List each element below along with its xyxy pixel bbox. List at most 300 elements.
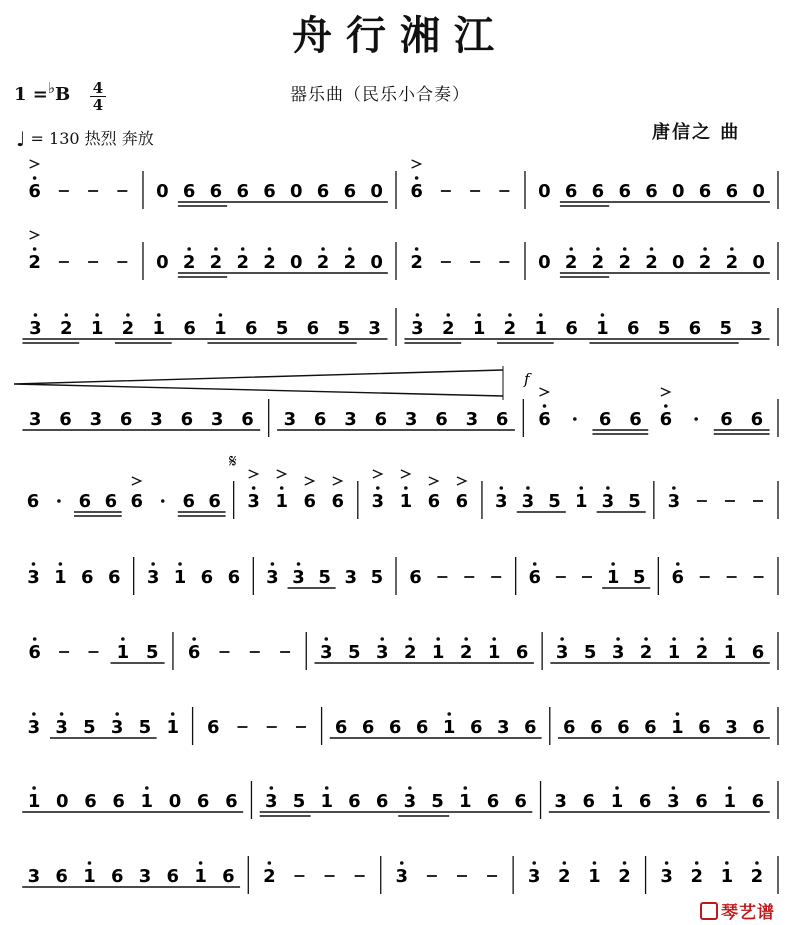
high-octave-dot bbox=[280, 486, 284, 490]
note: 1 bbox=[140, 791, 154, 812]
watermark bbox=[700, 898, 775, 923]
accent-mark bbox=[305, 477, 314, 485]
note: 6 bbox=[409, 567, 422, 588]
high-octave-dot bbox=[593, 861, 597, 865]
note: 6 bbox=[514, 791, 527, 812]
note: 1 bbox=[116, 642, 130, 663]
note: 6 bbox=[751, 642, 765, 663]
crescendo-hairpin bbox=[14, 370, 503, 396]
high-octave-dot bbox=[664, 404, 668, 408]
note: 6 bbox=[28, 181, 41, 202]
note: 6 bbox=[130, 491, 144, 512]
note: 3 bbox=[265, 791, 278, 812]
note: 2 bbox=[558, 866, 571, 887]
note: 6 bbox=[81, 567, 94, 588]
note: 6 bbox=[659, 409, 673, 430]
high-octave-dot bbox=[88, 861, 92, 865]
note: 1 bbox=[723, 791, 736, 812]
accent-mark bbox=[540, 388, 549, 396]
high-octave-dot bbox=[644, 637, 648, 641]
note: 6 bbox=[200, 567, 214, 588]
note: 6 bbox=[688, 318, 702, 339]
high-octave-dot bbox=[606, 486, 610, 490]
note: 1 bbox=[588, 866, 601, 887]
note: 3 bbox=[344, 409, 357, 430]
high-octave-dot bbox=[730, 247, 734, 251]
note: 2 bbox=[28, 252, 41, 273]
note: 6 bbox=[751, 791, 765, 812]
note: 3 bbox=[27, 717, 41, 738]
note: 1 bbox=[671, 717, 684, 738]
note: 3 bbox=[496, 717, 510, 738]
note: 6 bbox=[752, 717, 765, 738]
high-octave-dot bbox=[157, 313, 161, 317]
note: 3 bbox=[27, 866, 41, 887]
note: 6 bbox=[225, 791, 238, 812]
note: 3 bbox=[611, 642, 625, 663]
note: 6 bbox=[469, 717, 483, 738]
note: 6 bbox=[241, 409, 254, 430]
high-octave-dot bbox=[725, 861, 729, 865]
note: 3 bbox=[601, 491, 615, 512]
high-octave-dot bbox=[596, 247, 600, 251]
high-octave-dot bbox=[695, 861, 699, 865]
note: 1 bbox=[720, 866, 734, 887]
note: 1 bbox=[166, 717, 179, 738]
note: 1 bbox=[152, 318, 166, 339]
note: 1 bbox=[534, 318, 548, 339]
high-octave-dot bbox=[616, 637, 620, 641]
high-octave-dot bbox=[508, 313, 512, 317]
accent-mark bbox=[401, 470, 410, 478]
note: 3 bbox=[344, 567, 358, 588]
note: 6 bbox=[698, 717, 711, 738]
note: 6 bbox=[343, 181, 357, 202]
note: 6 bbox=[104, 491, 118, 512]
segno-icon: 𝄋 bbox=[229, 451, 237, 472]
note: 1 bbox=[173, 567, 187, 588]
note: 1 bbox=[275, 491, 288, 512]
high-octave-dot bbox=[560, 637, 564, 641]
note: 2 bbox=[695, 642, 709, 663]
high-octave-dot bbox=[615, 786, 619, 790]
high-octave-dot bbox=[676, 712, 680, 716]
note: 6 bbox=[750, 409, 764, 430]
high-octave-dot bbox=[672, 637, 676, 641]
note: 0 bbox=[370, 252, 383, 273]
high-octave-dot bbox=[579, 486, 583, 490]
high-octave-dot bbox=[33, 247, 37, 251]
note: 3 bbox=[521, 491, 535, 512]
note: 5 bbox=[318, 567, 331, 588]
note: 1 bbox=[90, 318, 104, 339]
note: 6 bbox=[182, 491, 195, 512]
note: 5 bbox=[275, 318, 289, 339]
high-octave-dot bbox=[187, 247, 191, 251]
note: 2 bbox=[503, 318, 517, 339]
high-octave-dot bbox=[219, 313, 223, 317]
high-octave-dot bbox=[464, 637, 468, 641]
high-octave-dot bbox=[601, 313, 605, 317]
high-octave-dot bbox=[324, 637, 328, 641]
note: 2 bbox=[343, 252, 357, 273]
accent-mark bbox=[30, 231, 39, 239]
flat-sign: ♭ bbox=[47, 79, 55, 97]
note: 6 bbox=[227, 567, 241, 588]
high-octave-dot bbox=[543, 404, 547, 408]
note: 6 bbox=[84, 791, 97, 812]
high-octave-dot bbox=[33, 176, 37, 180]
high-octave-dot bbox=[532, 861, 536, 865]
note: 2 bbox=[403, 642, 417, 663]
note: 6 bbox=[671, 567, 685, 588]
high-octave-dot bbox=[499, 486, 503, 490]
note: 0 bbox=[672, 252, 685, 273]
high-octave-dot bbox=[623, 247, 627, 251]
high-octave-dot bbox=[321, 247, 325, 251]
note: 1 bbox=[487, 642, 501, 663]
note: 2 bbox=[618, 252, 631, 273]
note: 5 bbox=[628, 491, 641, 512]
high-octave-dot bbox=[623, 861, 627, 865]
note: 0 bbox=[56, 791, 69, 812]
note: 6 bbox=[565, 318, 578, 339]
high-octave-dot bbox=[650, 247, 654, 251]
note: 2 bbox=[564, 252, 578, 273]
note: 6 bbox=[78, 491, 92, 512]
note: 6 bbox=[331, 491, 345, 512]
note: 6 bbox=[182, 181, 196, 202]
note: 3 bbox=[28, 409, 42, 430]
high-octave-dot bbox=[95, 313, 99, 317]
note: 3 bbox=[292, 567, 305, 588]
note: 0 bbox=[168, 791, 182, 812]
note: 1 bbox=[27, 791, 41, 812]
note: 3 bbox=[395, 866, 409, 887]
note: 6 bbox=[263, 181, 276, 202]
note: 6 bbox=[59, 409, 72, 430]
note: 6 bbox=[617, 717, 630, 738]
note: 6 bbox=[644, 717, 657, 738]
high-octave-dot bbox=[477, 313, 481, 317]
high-octave-dot bbox=[297, 562, 301, 566]
high-octave-dot bbox=[32, 786, 36, 790]
high-octave-dot bbox=[703, 247, 707, 251]
high-octave-dot bbox=[415, 176, 419, 180]
note: 6 bbox=[374, 409, 388, 430]
note: 2 bbox=[263, 252, 276, 273]
note: 6 bbox=[645, 181, 658, 202]
dynamic-mark: f bbox=[524, 370, 530, 388]
high-octave-dot bbox=[700, 637, 704, 641]
high-octave-dot bbox=[252, 486, 256, 490]
high-octave-dot bbox=[121, 637, 125, 641]
accent-mark bbox=[132, 477, 141, 485]
accent-mark bbox=[277, 470, 286, 478]
note: 6 bbox=[698, 181, 712, 202]
time-signature-top: 4 bbox=[90, 80, 106, 97]
note: 6 bbox=[590, 717, 603, 738]
note: 6 bbox=[495, 409, 509, 430]
high-octave-dot bbox=[755, 861, 759, 865]
note: 6 bbox=[524, 717, 537, 738]
high-octave-dot bbox=[728, 786, 732, 790]
high-octave-dot bbox=[151, 562, 155, 566]
high-octave-dot bbox=[526, 486, 530, 490]
note: 3 bbox=[411, 318, 424, 339]
note: 6 bbox=[119, 409, 133, 430]
note: 6 bbox=[110, 866, 124, 887]
note: 2 bbox=[209, 252, 223, 273]
note: 3 bbox=[266, 567, 279, 588]
high-octave-dot bbox=[672, 486, 676, 490]
note: 6 bbox=[638, 791, 652, 812]
note: 0 bbox=[752, 252, 765, 273]
high-octave-dot bbox=[192, 637, 196, 641]
note: 6 bbox=[236, 181, 249, 202]
note: 1 bbox=[472, 318, 486, 339]
high-octave-dot bbox=[436, 637, 440, 641]
high-octave-dot bbox=[59, 562, 63, 566]
quarter-note-icon: ♩ bbox=[16, 127, 26, 151]
note: 6 bbox=[415, 717, 429, 738]
note: 3 bbox=[150, 409, 163, 430]
note: 3 bbox=[750, 318, 763, 339]
note: 0 bbox=[290, 252, 303, 273]
note: 0 bbox=[156, 181, 169, 202]
note: 5 bbox=[657, 318, 671, 339]
note: 1 bbox=[459, 791, 472, 812]
high-octave-dot bbox=[400, 861, 404, 865]
note: 3 bbox=[210, 409, 224, 430]
accent-mark bbox=[30, 160, 39, 168]
high-octave-dot bbox=[611, 562, 615, 566]
note: 6 bbox=[563, 717, 576, 738]
note: 1 bbox=[723, 642, 737, 663]
high-octave-dot bbox=[416, 313, 420, 317]
note: 6 bbox=[695, 791, 708, 812]
augmentation-dot bbox=[694, 417, 698, 421]
note: 3 bbox=[403, 791, 417, 812]
accent-mark bbox=[457, 477, 466, 485]
note: 1 bbox=[442, 717, 456, 738]
note: 5 bbox=[347, 642, 361, 663]
note: 6 bbox=[26, 491, 40, 512]
note: 3 bbox=[371, 491, 385, 512]
augmentation-dot bbox=[57, 499, 61, 503]
note: 2 bbox=[645, 252, 658, 273]
high-octave-dot bbox=[376, 486, 380, 490]
note: 3 bbox=[725, 717, 738, 738]
note: 5 bbox=[633, 567, 646, 588]
note: 6 bbox=[515, 642, 529, 663]
note: 0 bbox=[672, 181, 685, 202]
high-octave-dot bbox=[241, 247, 245, 251]
accent-mark bbox=[429, 477, 438, 485]
note: 1 bbox=[596, 318, 609, 339]
note: 2 bbox=[639, 642, 653, 663]
note: 2 bbox=[690, 866, 703, 887]
note: 6 bbox=[112, 791, 125, 812]
augmentation-dot bbox=[161, 499, 165, 503]
note: 6 bbox=[427, 491, 441, 512]
note: 6 bbox=[564, 181, 578, 202]
high-octave-dot bbox=[325, 786, 329, 790]
high-octave-dot bbox=[33, 637, 37, 641]
note: 5 bbox=[370, 567, 384, 588]
note: 1 bbox=[606, 567, 620, 588]
high-octave-dot bbox=[270, 786, 274, 790]
high-octave-dot bbox=[463, 786, 467, 790]
note: 0 bbox=[290, 181, 303, 202]
high-octave-dot bbox=[492, 637, 496, 641]
note: 6 bbox=[348, 791, 361, 812]
note: 1 bbox=[214, 318, 227, 339]
note: 3 bbox=[368, 318, 381, 339]
note: 5 bbox=[337, 318, 351, 339]
note: 6 bbox=[361, 717, 375, 738]
note: 0 bbox=[752, 181, 765, 202]
note: 3 bbox=[667, 491, 681, 512]
note: 2 bbox=[750, 866, 764, 887]
note: 6 bbox=[222, 866, 235, 887]
high-octave-dot bbox=[380, 637, 384, 641]
high-octave-dot bbox=[404, 486, 408, 490]
note: 6 bbox=[598, 409, 612, 430]
note: 6 bbox=[375, 791, 389, 812]
high-octave-dot bbox=[32, 712, 36, 716]
note: 1 bbox=[667, 642, 681, 663]
note: 3 bbox=[110, 717, 124, 738]
note: 6 bbox=[209, 181, 223, 202]
note: 6 bbox=[316, 181, 330, 202]
high-octave-dot bbox=[32, 562, 36, 566]
note: 6 bbox=[455, 491, 469, 512]
high-octave-dot bbox=[348, 247, 352, 251]
note: 6 bbox=[725, 181, 739, 202]
note: 3 bbox=[667, 791, 680, 812]
note: 5 bbox=[138, 717, 152, 738]
subtitle: 器乐曲（民乐小合奏） bbox=[290, 85, 470, 105]
note: 5 bbox=[292, 791, 306, 812]
note: 6 bbox=[388, 717, 402, 738]
note: 0 bbox=[370, 181, 383, 202]
note: 3 bbox=[465, 409, 479, 430]
note: 0 bbox=[156, 252, 169, 273]
note: 6 bbox=[55, 866, 68, 887]
composer: 唐信之 曲 bbox=[652, 122, 741, 143]
high-octave-dot bbox=[415, 247, 419, 251]
note: 3 bbox=[404, 409, 418, 430]
high-octave-dot bbox=[199, 861, 203, 865]
watermark-text: 琴艺谱 bbox=[721, 903, 775, 923]
high-octave-dot bbox=[145, 786, 149, 790]
note: 1 bbox=[574, 491, 588, 512]
high-octave-dot bbox=[676, 562, 680, 566]
note: 5 bbox=[431, 791, 444, 812]
note: 2 bbox=[618, 866, 631, 887]
note: 3 bbox=[555, 642, 569, 663]
high-octave-dot bbox=[64, 313, 68, 317]
note: 6 bbox=[206, 717, 220, 738]
note: 6 bbox=[538, 409, 551, 430]
note: 3 bbox=[27, 567, 40, 588]
note: 3 bbox=[29, 318, 42, 339]
note: 6 bbox=[629, 409, 642, 430]
page-title: 舟行湘江 bbox=[292, 13, 508, 59]
note: 6 bbox=[180, 409, 194, 430]
key-note: B bbox=[54, 84, 71, 105]
note: 6 bbox=[196, 791, 210, 812]
note: 5 bbox=[83, 717, 96, 738]
high-octave-dot bbox=[533, 562, 537, 566]
note: 2 bbox=[698, 252, 712, 273]
accent-mark bbox=[333, 477, 342, 485]
note: 2 bbox=[459, 642, 473, 663]
note: 6 bbox=[486, 791, 500, 812]
high-octave-dot bbox=[672, 786, 676, 790]
note: 5 bbox=[583, 642, 597, 663]
high-octave-dot bbox=[447, 712, 451, 716]
note: 6 bbox=[313, 409, 327, 430]
accent-mark bbox=[661, 388, 670, 396]
high-octave-dot bbox=[665, 861, 669, 865]
accent-mark bbox=[249, 470, 258, 478]
note: 3 bbox=[89, 409, 103, 430]
high-octave-dot bbox=[178, 562, 182, 566]
accent-mark bbox=[412, 160, 421, 168]
high-octave-dot bbox=[728, 637, 732, 641]
watermark-logo-icon bbox=[700, 902, 718, 920]
note: 1 bbox=[320, 791, 333, 812]
high-octave-dot bbox=[268, 247, 272, 251]
high-octave-dot bbox=[115, 712, 119, 716]
high-octave-dot bbox=[569, 247, 573, 251]
note: 3 bbox=[146, 567, 160, 588]
note: 6 bbox=[166, 866, 180, 887]
time-signature-bottom: 4 bbox=[92, 96, 104, 114]
note: 6 bbox=[244, 318, 258, 339]
note: 2 bbox=[725, 252, 739, 273]
note: 6 bbox=[306, 318, 320, 339]
note: 2 bbox=[263, 866, 276, 887]
note: 2 bbox=[121, 318, 135, 339]
note: 6 bbox=[107, 567, 121, 588]
high-octave-dot bbox=[171, 712, 175, 716]
high-octave-dot bbox=[446, 313, 450, 317]
note: 3 bbox=[283, 409, 297, 430]
note: 6 bbox=[528, 567, 541, 588]
high-octave-dot bbox=[408, 637, 412, 641]
note: 2 bbox=[441, 318, 455, 339]
high-octave-dot bbox=[214, 247, 218, 251]
note: 6 bbox=[183, 318, 196, 339]
note: 3 bbox=[138, 866, 152, 887]
accent-mark bbox=[373, 470, 382, 478]
note: 6 bbox=[187, 642, 201, 663]
key-prefix: 1 = bbox=[14, 84, 48, 105]
high-octave-dot bbox=[268, 861, 272, 865]
note: 2 bbox=[59, 318, 73, 339]
augmentation-dot bbox=[573, 417, 577, 421]
note: 6 bbox=[618, 181, 631, 202]
note: 6 bbox=[334, 717, 348, 738]
note: 5 bbox=[548, 491, 561, 512]
note: 6 bbox=[720, 409, 733, 430]
note: 0 bbox=[538, 181, 551, 202]
note: 2 bbox=[316, 252, 330, 273]
note: 2 bbox=[591, 252, 605, 273]
